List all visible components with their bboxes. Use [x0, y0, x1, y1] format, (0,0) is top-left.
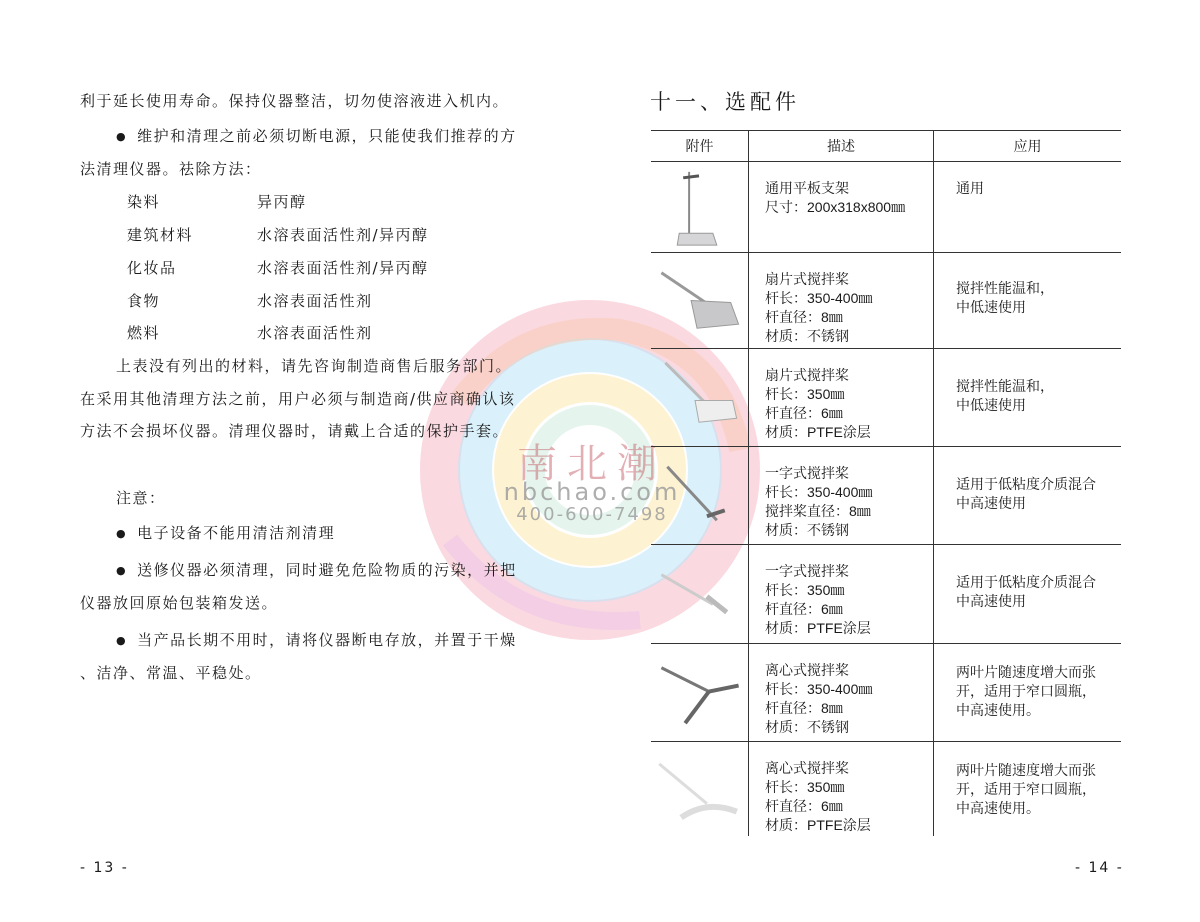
bullet-text: 电子设备不能用清洁剂清理 — [137, 524, 336, 542]
bullet-icon — [116, 127, 137, 145]
desc-line: 杆长：350㎜ — [765, 582, 845, 598]
app-line: 中高速使用。 — [956, 702, 1040, 718]
straight-paddle-steel-image — [651, 447, 748, 544]
plate-stand-image — [651, 162, 748, 252]
description-cell — [749, 644, 934, 742]
cleaning-row — [127, 191, 307, 212]
cleaning-method: 水溶表面活性剂/异丙醇 — [257, 226, 429, 244]
desc-line: 杆长：350-400㎜ — [765, 484, 873, 500]
header-accessory: 附件 — [651, 131, 749, 162]
desc-line: 材质：不锈钢 — [765, 522, 849, 538]
bullet-text: 维护和清理之前必须切断电源，只能使我们推荐的方 — [137, 127, 517, 145]
header-application: 应用 — [934, 131, 1122, 162]
table-row — [651, 545, 1121, 644]
cleaning-row — [127, 290, 373, 311]
application-cell — [934, 253, 1122, 349]
desc-line: 离心式搅拌桨 — [765, 662, 849, 678]
watermark-phone: 400-600-7498 — [516, 504, 668, 525]
desc-line: 杆长：350㎜ — [765, 386, 845, 402]
description-cell — [749, 447, 934, 545]
fan-paddle-ptfe-image — [651, 349, 748, 446]
table-header-row — [651, 131, 1121, 162]
app-line: 中高速使用 — [956, 495, 1026, 511]
accessory-image-cell — [651, 253, 749, 349]
watermark-site: nbchao.com — [503, 478, 681, 506]
para2-line1: 上表没有列出的材料，请先咨询制造商售后服务部门。 — [116, 357, 513, 375]
description-cell — [749, 742, 934, 836]
desc-line: 材质：PTFE涂层 — [765, 817, 871, 833]
cleaning-method: 异丙醇 — [257, 193, 307, 211]
app-line: 适用于低粘度介质混合 — [956, 476, 1096, 492]
accessory-image-cell — [651, 742, 749, 836]
accessory-image-cell — [651, 447, 749, 545]
bullet-text: 送修仪器必须清理，同时避免危险物质的污染，并把 — [137, 561, 517, 579]
cleaning-material: 化妆品 — [127, 259, 177, 277]
application-cell — [934, 742, 1122, 836]
straight-paddle-ptfe-image — [651, 545, 748, 643]
bullet-icon — [116, 631, 137, 649]
desc-line: 杆直径：6㎜ — [765, 601, 843, 617]
para2-line3: 方法不会损坏仪器。清理仪器时，请戴上合适的保护手套。 — [80, 422, 510, 440]
cleaning-row — [127, 322, 373, 343]
desc-line: 杆长：350-400㎜ — [765, 681, 873, 697]
app-line: 搅拌性能温和， — [956, 378, 1054, 394]
table-row — [651, 742, 1121, 836]
accessories-table — [651, 130, 1121, 836]
table-row — [651, 162, 1121, 253]
accessory-image-cell — [651, 162, 749, 253]
desc-line: 材质：PTFE涂层 — [765, 424, 871, 440]
desc-line: 杆长：350-400㎜ — [765, 290, 873, 306]
bullet-maintenance-cont: 法清理仪器。祛除方法： — [80, 160, 262, 178]
note-bullet-1 — [116, 522, 335, 543]
cleaning-row — [127, 224, 429, 245]
desc-line: 杆直径：8㎜ — [765, 700, 843, 716]
table-row — [651, 447, 1121, 545]
app-line: 两叶片随速度增大而张 — [956, 664, 1096, 680]
bullet-icon — [116, 561, 137, 579]
desc-line: 材质：不锈钢 — [765, 328, 849, 344]
intro-line: 利于延长使用寿命。保持仪器整洁，切勿使溶液进入机内。 — [80, 92, 510, 110]
desc-line: 杆直径：6㎜ — [765, 405, 843, 421]
app-line: 开，适用于窄口圆瓶， — [956, 683, 1096, 699]
cleaning-method: 水溶表面活性剂/异丙醇 — [257, 259, 429, 277]
accessory-image-cell — [651, 545, 749, 644]
cleaning-method: 水溶表面活性剂 — [257, 324, 373, 342]
centrifugal-paddle-steel-image — [651, 644, 748, 741]
watermark-brand: 南北潮 — [517, 441, 667, 487]
description-cell — [749, 349, 934, 447]
centrifugal-paddle-ptfe-image — [651, 742, 748, 836]
note-bullet-3 — [116, 629, 517, 650]
note-bullet-3-cont: 、洁净、常温、平稳处。 — [80, 664, 262, 682]
app-line: 中低速使用 — [956, 397, 1026, 413]
app-line: 通用 — [956, 180, 984, 196]
bullet-icon — [116, 524, 137, 542]
application-cell — [934, 162, 1122, 253]
desc-line: 一字式搅拌桨 — [765, 563, 849, 579]
desc-line: 扇片式搅拌桨 — [765, 367, 849, 383]
desc-line: 杆长：350㎜ — [765, 779, 845, 795]
cleaning-material: 燃料 — [127, 324, 161, 342]
cleaning-material: 建筑材料 — [127, 226, 194, 244]
desc-line: 离心式搅拌桨 — [765, 760, 849, 776]
desc-line: 杆直径：6㎜ — [765, 798, 843, 814]
bullet-maintenance — [116, 125, 517, 146]
table-row — [651, 253, 1121, 349]
cleaning-method: 水溶表面活性剂 — [257, 292, 373, 310]
app-line: 中高速使用。 — [956, 800, 1040, 816]
accessory-image-cell — [651, 349, 749, 447]
accessory-image-cell — [651, 644, 749, 742]
description-cell — [749, 253, 934, 349]
app-line: 中高速使用 — [956, 593, 1026, 609]
desc-line: 扇片式搅拌桨 — [765, 271, 849, 287]
desc-line: 通用平板支架 — [765, 180, 849, 196]
application-cell — [934, 644, 1122, 742]
application-cell — [934, 349, 1122, 447]
cleaning-material: 食物 — [127, 292, 161, 310]
cleaning-row — [127, 257, 429, 278]
app-line: 中低速使用 — [956, 299, 1026, 315]
note-bullet-2 — [116, 559, 517, 580]
app-line: 开，适用于窄口圆瓶， — [956, 781, 1096, 797]
fan-paddle-steel-image — [651, 253, 748, 348]
bullet-text: 当产品长期不用时，请将仪器断电存放，并置于干燥 — [137, 631, 517, 649]
desc-line: 杆直径：8㎜ — [765, 309, 843, 325]
description-cell — [749, 162, 934, 253]
desc-line: 材质：不锈钢 — [765, 719, 849, 735]
app-line: 两叶片随速度增大而张 — [956, 762, 1096, 778]
desc-line: 搅拌桨直径：8㎜ — [765, 503, 871, 519]
desc-line: 一字式搅拌桨 — [765, 465, 849, 481]
description-cell — [749, 545, 934, 644]
app-line: 适用于低粘度介质混合 — [956, 574, 1096, 590]
page-number-left: - 13 - — [80, 860, 129, 876]
note-title: 注意： — [116, 489, 166, 507]
header-description: 描述 — [749, 131, 934, 162]
desc-line: 材质：PTFE涂层 — [765, 620, 871, 636]
note-bullet-2-cont: 仪器放回原始包装箱发送。 — [80, 594, 279, 612]
page-number-right: - 14 - — [1075, 860, 1124, 876]
para2-line2: 在采用其他清理方法之前，用户必须与制造商/供应商确认该 — [80, 390, 516, 408]
application-cell — [934, 447, 1122, 545]
cleaning-material: 染料 — [127, 193, 161, 211]
app-line: 搅拌性能温和， — [956, 280, 1054, 296]
application-cell — [934, 545, 1122, 644]
section-title: 十一、选配件 — [650, 90, 800, 114]
desc-line: 尺寸：200x318x800㎜ — [765, 199, 906, 215]
table-row — [651, 644, 1121, 742]
table-row — [651, 349, 1121, 447]
